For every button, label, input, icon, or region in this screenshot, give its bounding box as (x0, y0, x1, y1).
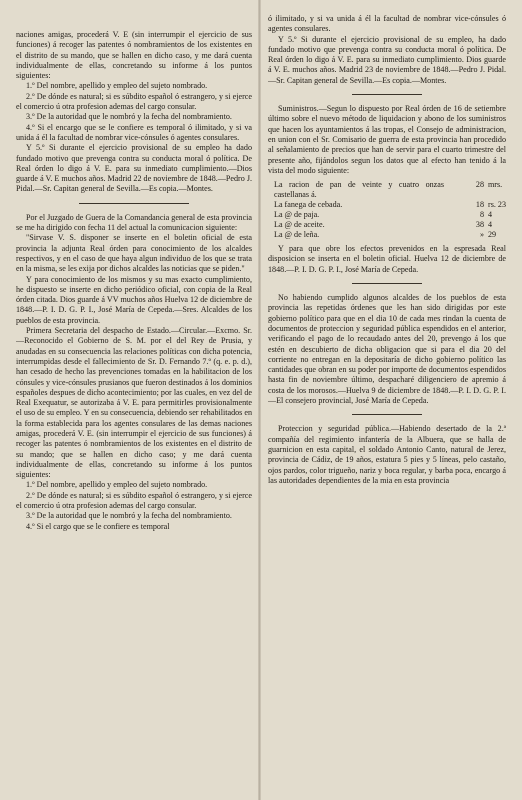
table-cell-item: La @ de aceite. (274, 220, 325, 230)
article-prussia-end (268, 14, 506, 86)
separator-rule (352, 94, 422, 95)
list-item: 3.º De la autoridad que le nombró y la fecha del nombramiento. (26, 112, 232, 122)
table-cell-item: La fanega de cebada. (274, 200, 343, 210)
separator-rule (79, 203, 189, 204)
paragraph: Y para que obre los efectos prevenidos en la espresada Real disposicion se inserta en el boletin oficial. Huelva 12 de diciembre de 1848.—P. I. D. G. P. I., José María de Cepeda. (268, 244, 506, 274)
list-item: 4.º Si el cargo que se le confiere es temporal (26, 521, 170, 531)
table-cell-value: 28 (475, 180, 484, 190)
table-cell-value: 8 (479, 210, 484, 220)
list-item: Y 5.º Si durante el ejercicio provisional de su empleo ha dado fundado motivo que prevenga contra su conducta moral ó política. De Real órden lo digo á V. E. para su inmediato cumplimiento.—Dios guarde á V. E muchos años. Madrid 22 de noviembre de 1848.—Pedro J. Pidal.—Sr. Capitan general de Sevilla.—Es copia.—Montes. (16, 143, 252, 194)
list-item: 2.º De dónde es natural; si es súbdito español ó estrangero, y si ejerce el comercio ú otra profesion ademas del cargo consular. (16, 91, 252, 112)
table-cell-item: La @ de leña. (274, 230, 320, 240)
paragraph: Primera Secretaria del despacho de Estado.—Circular.—Excmo. Sr.—Reconocido el Gobierno de S. M. por el del Rey de Prusia, y anudadas en su consecuencia las relaciones políticas con dicha potencia, interrumpidas desde el fallecimiento de Sr. D. Fernando 7.º (q. e. p. d.), han cesado de hecho las prevenciones tomadas en la habilitacion de los cónsules y vice-cónsules prusianos que fueron destinados á los dominios españoles despues de dicho acontecimiento; por las cuales, en vez del de Real Exequatur, se autorizaba á V. E. para permitirles provisionalmente el uso de su empleo. Y en su consecuencia, debiendo ser rehabilitados en la forma establecida para los agentes consulares de las demas naciones amigas, procederá V. E. (sin interrumpir el ejercicio de sus funciones) á recoger las patentes ó nombramientos de los existentes en el distrito de su mando; que se hallen en dicho caso; y me dará cuenta individualmente de ellas, concretando su informe á los puntos siguientes: (16, 326, 252, 480)
table-cell-value: 38 (475, 220, 484, 230)
table-row (274, 180, 506, 200)
table-cell-unit: mrs. (488, 180, 503, 190)
table-cell-unit: 4 (488, 210, 493, 220)
table-cell-item: La racion de pan de veinte y cuatro onzas castellanas á. (274, 180, 444, 200)
article-desercion (268, 424, 506, 486)
table-cell-value: » (479, 230, 484, 240)
list-item: 1.º Del nombre, apellido y empleo del sujeto nombrado. (26, 480, 208, 490)
paragraph: Y para conocimiento de los mismos y su mas exacto cumplimiento, he dispuesto se inserte en dicho periódico oficial, con copia de la Real órden citada. Dios guarde á VV muchos años Huelva 12 de diciembre de 1848.—P. I. D. G. P. I., José María de Cepeda.—Sres. Alcaldes de los pueblos de esta provincia. (16, 274, 252, 325)
paragraph: "Sirvase V. S. disponer se inserte en el boletin oficial de esta provincia la adjunta Real órden para conocimiento de los alcaldes respectivos, y en el caso de que haya algun individuo de los que se trata en la misma, se les exija por dichos alcaldes las noticias que se piden." (16, 233, 252, 274)
table-row (274, 200, 506, 210)
article-documentos (268, 293, 506, 406)
price-table (274, 180, 506, 240)
article-prussia-continued (16, 30, 252, 195)
paragraph: ó ilimitado, y si va unida á él la facultad de nombrar vice-cónsules ó agentes consulares. (268, 14, 506, 34)
paragraph: naciones amigas, procederá V. E (sin interrumpir el ejercicio de sus funciones) á recoger las patentes ó nombramientos de los existentes en el distrito de su mando, que se hallen en dicho caso, y me dará cuenta individualmente de ellas, concretando su informe á los puntos siguientes: (16, 30, 252, 81)
paragraph: Suministros.—Segun lo dispuesto por Real órden de 16 de setiembre último sobre el nuevo método de liquidacion y abono de los suministros que hacen los ayuntamientos á las tropas, el Consejo de administracion, en union con el Sr. Comisario de guerra de esta provincia han procedido al señalamiento de precios que han de servir para el cuarto trimestre del presente año, fijándolos segun los datos que al efecto han tenido á la vista del modo siguiente: (268, 104, 506, 175)
table-cell-unit: 29 (488, 230, 497, 240)
paragraph: No habiendo cumplido algunos alcaldes de los pueblos de esta provincia las repetidas órdenes que les han sido dirigidas por este gobierno político para que en el dia 10 de cada mes rindan la cuenta de documentos de proteccion y seguridad pública espendidos en el anterior, verificando el pago de lo recaudado antes del 20, prevengo á los que estén en descubierto de dicha obligacion que si para el dia 20 del corriente no entregan en la depositaría de dicho gobierno político las cantidades que obran en su poder por importe de documentos espendidos hasta fin de noviembre último, despacharé diligenciero de apremio á costa de los morosos.—Huelva 9 de diciembre de 1848.—P. I. D. G. P. I.—El consejero provincial, José María de Cepeda. (268, 293, 506, 406)
list-item: 4.º Si el encargo que se le confiere es temporal ó ilimitado, y si va unida á él la facultad de nombrar vice-cónsules ó agentes consulares. (16, 122, 252, 142)
article-suministros (268, 104, 506, 275)
paragraph: Por el Juzgado de Guera de la Comandancia general de esta provincia se me ha dirigido con fecha 11 del actual la comunicacion siguiente: (16, 212, 252, 233)
page-fold (258, 0, 261, 800)
right-column (268, 14, 506, 794)
table-row (274, 230, 506, 240)
table-row (274, 220, 506, 230)
table-cell-item: La @ de paja. (274, 210, 320, 220)
table-cell-value: 18 (475, 200, 484, 210)
list-item: Y 5.º Si durante el ejercicio provisional de su empleo, ha dado fundado motivo que prevenga contra su conducta moral ó política. De Real órden lo digo á V. E. para su inmediato cumplimiento. Dios guarde á V. E. muchos años. Madrid 23 de noviembre de 1848.—Pedro J. Pidal.—Sr. Capitan general de Sevilla.—Es copia.—Montes. (268, 34, 506, 85)
separator-rule (352, 283, 422, 284)
table-cell-unit: 4 (488, 220, 493, 230)
list-item: 1.º Del nombre, apellido y empleo del sujeto nombrado. (26, 81, 208, 91)
paragraph: Proteccion y seguridad pública.—Habiendo desertado de la 2.ª compañía del regimiento infantería de la Albuera, que se halla de guarnicion en esta capital, el soldado Antonio Canto, natural de Jerez, provincia de Cádiz, de 19 años, estatura 5 pies y 5 líneas, pelo castaño, ojos pardos, color trigueño, nariz y boca regular, y barba poca, encargo á las autoridades dependientes de la mia en esta provincia (268, 424, 506, 485)
article-juzgado-guerra (16, 213, 252, 532)
left-column (16, 30, 252, 792)
list-item: 3.º De la autoridad que le nombró y la fecha del nombramiento. (26, 511, 232, 521)
list-item: 2.º De dónde es natural; si es súbdito español ó estrangero, y si ejerce el comercio ú otra profesion ademas del cargo consular. (16, 490, 252, 511)
separator-rule (352, 414, 422, 415)
table-row (274, 210, 506, 220)
table-cell-unit: rs. 23 (488, 200, 506, 210)
